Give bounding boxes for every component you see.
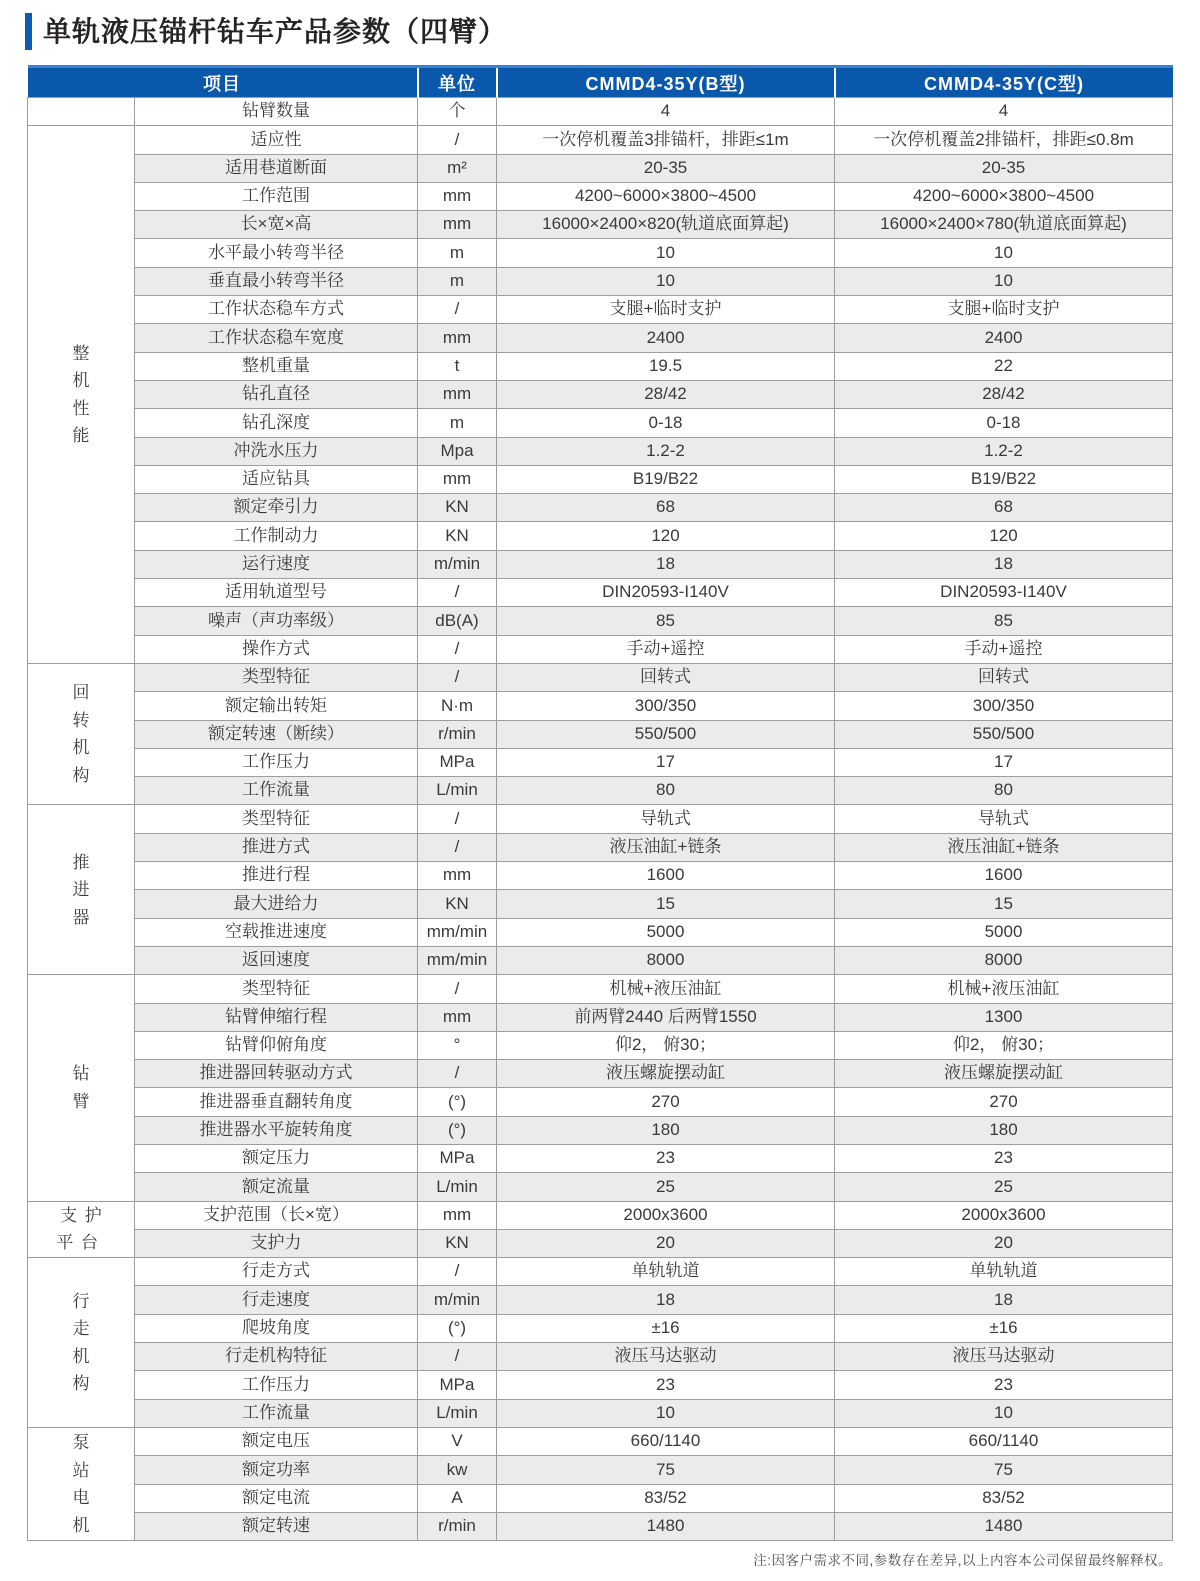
value-b-cell: 5000 <box>497 918 835 946</box>
value-c-cell: 20-35 <box>835 154 1173 182</box>
param-name-cell: 行走机构特征 <box>135 1343 418 1371</box>
spec-table-header <box>28 67 1173 98</box>
spec-row <box>28 352 1173 380</box>
value-c-cell: 导轨式 <box>835 805 1173 833</box>
unit-cell: / <box>418 126 497 154</box>
value-b-cell: 10 <box>497 239 835 267</box>
param-name-cell: 额定电流 <box>135 1484 418 1512</box>
value-b-cell: 1480 <box>497 1512 835 1540</box>
spec-row <box>28 1286 1173 1314</box>
unit-cell: L/min <box>418 777 497 805</box>
param-name-cell: 钻孔深度 <box>135 409 418 437</box>
unit-cell: MPa <box>418 1144 497 1172</box>
value-b-cell: 660/1140 <box>497 1427 835 1455</box>
param-name-cell: 操作方式 <box>135 635 418 663</box>
spec-table <box>27 65 1173 1541</box>
spec-row <box>28 635 1173 663</box>
value-b-cell: 120 <box>497 522 835 550</box>
value-c-cell: 25 <box>835 1173 1173 1201</box>
unit-cell: r/min <box>418 720 497 748</box>
unit-cell: KN <box>418 522 497 550</box>
spec-row <box>28 1427 1173 1455</box>
spec-row <box>28 1399 1173 1427</box>
param-name-cell: 冲洗水压力 <box>135 437 418 465</box>
param-name-cell: 支护范围（长×宽） <box>135 1201 418 1229</box>
value-b-cell: 16000×2400×820(轨道底面算起) <box>497 211 835 239</box>
param-name-cell: 推进器垂直翻转角度 <box>135 1088 418 1116</box>
unit-cell: mm/min <box>418 918 497 946</box>
value-c-cell: 液压螺旋摆动缸 <box>835 1060 1173 1088</box>
value-b-cell: 单轨轨道 <box>497 1258 835 1286</box>
value-c-cell: ±16 <box>835 1314 1173 1342</box>
value-c-cell: 10 <box>835 239 1173 267</box>
spec-row <box>28 1003 1173 1031</box>
value-c-cell: 22 <box>835 352 1173 380</box>
value-c-cell: 4 <box>835 98 1173 126</box>
param-name-cell: 类型特征 <box>135 805 418 833</box>
spec-table-body <box>28 98 1173 1541</box>
spec-row <box>28 1201 1173 1229</box>
value-c-cell: 一次停机覆盖2排锚杆，排距≤0.8m <box>835 126 1173 154</box>
value-c-cell: 75 <box>835 1456 1173 1484</box>
spec-row <box>28 182 1173 210</box>
value-b-cell: 8000 <box>497 946 835 974</box>
spec-row <box>28 579 1173 607</box>
value-b-cell: 85 <box>497 607 835 635</box>
category-cell <box>28 975 135 1201</box>
category-label: 推进器 <box>72 852 90 927</box>
unit-cell: mm <box>418 1201 497 1229</box>
spec-row <box>28 1371 1173 1399</box>
value-b-cell: 4200~6000×3800~4500 <box>497 182 835 210</box>
unit-cell: mm <box>418 862 497 890</box>
category-label: 行走机构 <box>72 1291 90 1394</box>
spec-row <box>28 1484 1173 1512</box>
header-row <box>28 67 1173 98</box>
param-name-cell: 噪声（声功率级） <box>135 607 418 635</box>
value-c-cell: 28/42 <box>835 380 1173 408</box>
value-c-cell: 1.2-2 <box>835 437 1173 465</box>
unit-cell: t <box>418 352 497 380</box>
param-name-cell: 额定压力 <box>135 1144 418 1172</box>
value-b-cell: 550/500 <box>497 720 835 748</box>
unit-cell: / <box>418 1258 497 1286</box>
value-b-cell: 300/350 <box>497 692 835 720</box>
value-b-cell: 83/52 <box>497 1484 835 1512</box>
value-c-cell: 仰2， 俯30； <box>835 1031 1173 1059</box>
header-unit: 单位 <box>418 67 497 98</box>
value-b-cell: 18 <box>497 1286 835 1314</box>
unit-cell: dB(A) <box>418 607 497 635</box>
unit-cell: kw <box>418 1456 497 1484</box>
value-c-cell: 5000 <box>835 918 1173 946</box>
value-b-cell: ±16 <box>497 1314 835 1342</box>
value-b-cell: 手动+遥控 <box>497 635 835 663</box>
param-name-cell: 行走方式 <box>135 1258 418 1286</box>
param-name-cell: 额定牵引力 <box>135 494 418 522</box>
value-b-cell: DIN20593-I140V <box>497 579 835 607</box>
value-b-cell: 18 <box>497 550 835 578</box>
unit-cell: m <box>418 409 497 437</box>
spec-row <box>28 946 1173 974</box>
category-cell <box>28 663 135 804</box>
unit-cell: mm <box>418 182 497 210</box>
param-name-cell: 工作压力 <box>135 1371 418 1399</box>
param-name-cell: 适应钻具 <box>135 465 418 493</box>
value-c-cell: 8000 <box>835 946 1173 974</box>
value-c-cell: 20 <box>835 1229 1173 1257</box>
value-b-cell: 10 <box>497 1399 835 1427</box>
value-c-cell: 机械+液压油缸 <box>835 975 1173 1003</box>
value-b-cell: 2000x3600 <box>497 1201 835 1229</box>
value-b-cell: 0-18 <box>497 409 835 437</box>
category-cell <box>28 805 135 975</box>
param-name-cell: 运行速度 <box>135 550 418 578</box>
spec-row <box>28 1258 1173 1286</box>
page-title-block <box>25 13 507 50</box>
unit-cell: / <box>418 635 497 663</box>
param-name-cell: 钻孔直径 <box>135 380 418 408</box>
value-b-cell: 支腿+临时支护 <box>497 296 835 324</box>
header-item: 项目 <box>28 67 418 98</box>
spec-row <box>28 324 1173 352</box>
value-c-cell: 18 <box>835 550 1173 578</box>
spec-row <box>28 1229 1173 1257</box>
param-name-cell: 垂直最小转弯半径 <box>135 267 418 295</box>
category-label: 回转机构 <box>72 683 90 785</box>
category-cell-empty <box>28 98 135 126</box>
value-c-cell: DIN20593-I140V <box>835 579 1173 607</box>
value-b-cell: 回转式 <box>497 663 835 691</box>
param-name-cell: 类型特征 <box>135 975 418 1003</box>
param-name-cell: 长×宽×高 <box>135 211 418 239</box>
value-b-cell: 液压螺旋摆动缸 <box>497 1060 835 1088</box>
spec-row <box>28 1512 1173 1540</box>
param-name-cell: 工作制动力 <box>135 522 418 550</box>
unit-cell: (°) <box>418 1088 497 1116</box>
spec-row <box>28 1343 1173 1371</box>
unit-cell: 个 <box>418 98 497 126</box>
value-c-cell: 10 <box>835 1399 1173 1427</box>
spec-row <box>28 1031 1173 1059</box>
spec-row <box>28 296 1173 324</box>
param-name-cell: 工作状态稳车宽度 <box>135 324 418 352</box>
value-c-cell: 120 <box>835 522 1173 550</box>
unit-cell: L/min <box>418 1399 497 1427</box>
spec-row <box>28 975 1173 1003</box>
param-name-cell: 额定转速 <box>135 1512 418 1540</box>
spec-row <box>28 1173 1173 1201</box>
param-name-cell: 最大进给力 <box>135 890 418 918</box>
value-c-cell: 300/350 <box>835 692 1173 720</box>
param-name-cell: 工作流量 <box>135 777 418 805</box>
category-cell <box>28 1258 135 1428</box>
spec-row <box>28 98 1173 126</box>
unit-cell: m/min <box>418 1286 497 1314</box>
unit-cell: A <box>418 1484 497 1512</box>
spec-row <box>28 494 1173 522</box>
value-c-cell: 1600 <box>835 862 1173 890</box>
unit-cell: (°) <box>418 1116 497 1144</box>
value-c-cell: 85 <box>835 607 1173 635</box>
title-accent-bar <box>25 13 32 50</box>
unit-cell: mm <box>418 380 497 408</box>
param-name-cell: 额定输出转矩 <box>135 692 418 720</box>
value-b-cell: 1600 <box>497 862 835 890</box>
param-name-cell: 工作流量 <box>135 1399 418 1427</box>
value-c-cell: 15 <box>835 890 1173 918</box>
value-b-cell: 75 <box>497 1456 835 1484</box>
value-c-cell: 68 <box>835 494 1173 522</box>
param-name-cell: 推进方式 <box>135 833 418 861</box>
spec-row <box>28 409 1173 437</box>
unit-cell: m <box>418 239 497 267</box>
value-b-cell: 15 <box>497 890 835 918</box>
value-c-cell: 1480 <box>835 1512 1173 1540</box>
value-c-cell: 18 <box>835 1286 1173 1314</box>
param-name-cell: 推进行程 <box>135 862 418 890</box>
page-title: 单轨液压锚杆钻车产品参数（四臂） <box>43 15 508 47</box>
value-c-cell: 液压马达驱动 <box>835 1343 1173 1371</box>
value-b-cell: 80 <box>497 777 835 805</box>
unit-cell: L/min <box>418 1173 497 1201</box>
param-name-cell: 钻臂数量 <box>135 98 418 126</box>
value-c-cell: 0-18 <box>835 409 1173 437</box>
param-name-cell: 返回速度 <box>135 946 418 974</box>
unit-cell: m/min <box>418 550 497 578</box>
param-name-cell: 钻臂仰俯角度 <box>135 1031 418 1059</box>
value-b-cell: 28/42 <box>497 380 835 408</box>
spec-row <box>28 267 1173 295</box>
value-b-cell: 25 <box>497 1173 835 1201</box>
unit-cell: ° <box>418 1031 497 1059</box>
value-c-cell: 23 <box>835 1144 1173 1172</box>
value-c-cell: 液压油缸+链条 <box>835 833 1173 861</box>
unit-cell: KN <box>418 494 497 522</box>
param-name-cell: 额定电压 <box>135 1427 418 1455</box>
value-b-cell: 前两臂2440 后两臂1550 <box>497 1003 835 1031</box>
category-label: 泵站电机 <box>72 1432 90 1535</box>
unit-cell: mm <box>418 465 497 493</box>
spec-row <box>28 211 1173 239</box>
param-name-cell: 适用轨道型号 <box>135 579 418 607</box>
spec-row <box>28 833 1173 861</box>
param-name-cell: 类型特征 <box>135 663 418 691</box>
category-cell <box>28 1427 135 1540</box>
unit-cell: / <box>418 1060 497 1088</box>
param-name-cell: 额定功率 <box>135 1456 418 1484</box>
unit-cell: / <box>418 1343 497 1371</box>
value-c-cell: 回转式 <box>835 663 1173 691</box>
spec-row <box>28 862 1173 890</box>
unit-cell: / <box>418 663 497 691</box>
spec-row <box>28 1314 1173 1342</box>
category-cell <box>28 1201 135 1258</box>
category-label: 支护平台 <box>56 1205 110 1253</box>
value-b-cell: 导轨式 <box>497 805 835 833</box>
unit-cell: m² <box>418 154 497 182</box>
value-b-cell: 1.2-2 <box>497 437 835 465</box>
spec-row <box>28 1456 1173 1484</box>
spec-row <box>28 126 1173 154</box>
value-b-cell: B19/B22 <box>497 465 835 493</box>
unit-cell: / <box>418 833 497 861</box>
param-name-cell: 推进器水平旋转角度 <box>135 1116 418 1144</box>
value-c-cell: 手动+遥控 <box>835 635 1173 663</box>
param-name-cell: 支护力 <box>135 1229 418 1257</box>
spec-row <box>28 692 1173 720</box>
spec-row <box>28 777 1173 805</box>
spec-row <box>28 805 1173 833</box>
unit-cell: m <box>418 267 497 295</box>
value-b-cell: 液压油缸+链条 <box>497 833 835 861</box>
unit-cell: mm/min <box>418 946 497 974</box>
spec-row <box>28 748 1173 776</box>
spec-row <box>28 380 1173 408</box>
value-b-cell: 68 <box>497 494 835 522</box>
header-model-c: CMMD4-35Y(C型) <box>835 67 1173 98</box>
category-label: 钻臂 <box>72 1064 90 1111</box>
value-c-cell: 4200~6000×3800~4500 <box>835 182 1173 210</box>
spec-row <box>28 550 1173 578</box>
param-name-cell: 适应性 <box>135 126 418 154</box>
value-b-cell: 2400 <box>497 324 835 352</box>
unit-cell: mm <box>418 211 497 239</box>
param-name-cell: 钻臂伸缩行程 <box>135 1003 418 1031</box>
category-label: 整机性能 <box>72 343 90 446</box>
spec-row <box>28 465 1173 493</box>
value-c-cell: 270 <box>835 1088 1173 1116</box>
spec-row <box>28 1088 1173 1116</box>
value-c-cell: 2400 <box>835 324 1173 352</box>
value-c-cell: 17 <box>835 748 1173 776</box>
value-c-cell: 2000x3600 <box>835 1201 1173 1229</box>
spec-row <box>28 1060 1173 1088</box>
spec-row <box>28 154 1173 182</box>
spec-row <box>28 607 1173 635</box>
unit-cell: KN <box>418 890 497 918</box>
value-c-cell: 80 <box>835 777 1173 805</box>
unit-cell: N·m <box>418 692 497 720</box>
unit-cell: / <box>418 805 497 833</box>
param-name-cell: 额定流量 <box>135 1173 418 1201</box>
value-b-cell: 机械+液压油缸 <box>497 975 835 1003</box>
value-c-cell: B19/B22 <box>835 465 1173 493</box>
value-b-cell: 20 <box>497 1229 835 1257</box>
value-c-cell: 10 <box>835 267 1173 295</box>
header-model-b: CMMD4-35Y(B型) <box>497 67 835 98</box>
value-b-cell: 23 <box>497 1144 835 1172</box>
param-name-cell: 额定转速（断续） <box>135 720 418 748</box>
unit-cell: mm <box>418 1003 497 1031</box>
param-name-cell: 整机重量 <box>135 352 418 380</box>
param-name-cell: 水平最小转弯半径 <box>135 239 418 267</box>
value-b-cell: 10 <box>497 267 835 295</box>
value-c-cell: 180 <box>835 1116 1173 1144</box>
value-b-cell: 23 <box>497 1371 835 1399</box>
value-b-cell: 液压马达驱动 <box>497 1343 835 1371</box>
param-name-cell: 工作状态稳车方式 <box>135 296 418 324</box>
param-name-cell: 适用巷道断面 <box>135 154 418 182</box>
unit-cell: / <box>418 296 497 324</box>
unit-cell: r/min <box>418 1512 497 1540</box>
value-b-cell: 17 <box>497 748 835 776</box>
param-name-cell: 推进器回转驱动方式 <box>135 1060 418 1088</box>
value-b-cell: 270 <box>497 1088 835 1116</box>
spec-row <box>28 918 1173 946</box>
value-c-cell: 单轨轨道 <box>835 1258 1173 1286</box>
value-c-cell: 1300 <box>835 1003 1173 1031</box>
value-c-cell: 550/500 <box>835 720 1173 748</box>
value-c-cell: 16000×2400×780(轨道底面算起) <box>835 211 1173 239</box>
param-name-cell: 空载推进速度 <box>135 918 418 946</box>
value-b-cell: 20-35 <box>497 154 835 182</box>
spec-row <box>28 890 1173 918</box>
value-c-cell: 23 <box>835 1371 1173 1399</box>
unit-cell: (°) <box>418 1314 497 1342</box>
value-c-cell: 83/52 <box>835 1484 1173 1512</box>
unit-cell: KN <box>418 1229 497 1257</box>
param-name-cell: 工作压力 <box>135 748 418 776</box>
value-b-cell: 仰2， 俯30； <box>497 1031 835 1059</box>
value-b-cell: 4 <box>497 98 835 126</box>
unit-cell: / <box>418 579 497 607</box>
spec-row <box>28 437 1173 465</box>
spec-row <box>28 1144 1173 1172</box>
footnote: 注:因客户需求不同,参数存在差异,以上内容本公司保留最终解释权。 <box>753 1553 1172 1568</box>
param-name-cell: 工作范围 <box>135 182 418 210</box>
unit-cell: MPa <box>418 748 497 776</box>
category-cell <box>28 126 135 664</box>
spec-row <box>28 239 1173 267</box>
value-b-cell: 180 <box>497 1116 835 1144</box>
spec-row <box>28 663 1173 691</box>
unit-cell: MPa <box>418 1371 497 1399</box>
spec-row <box>28 1116 1173 1144</box>
param-name-cell: 行走速度 <box>135 1286 418 1314</box>
unit-cell: Mpa <box>418 437 497 465</box>
value-c-cell: 支腿+临时支护 <box>835 296 1173 324</box>
spec-row <box>28 522 1173 550</box>
param-name-cell: 爬坡角度 <box>135 1314 418 1342</box>
value-b-cell: 一次停机覆盖3排锚杆，排距≤1m <box>497 126 835 154</box>
unit-cell: / <box>418 975 497 1003</box>
value-b-cell: 19.5 <box>497 352 835 380</box>
value-c-cell: 660/1140 <box>835 1427 1173 1455</box>
spec-row <box>28 720 1173 748</box>
unit-cell: V <box>418 1427 497 1455</box>
unit-cell: mm <box>418 324 497 352</box>
